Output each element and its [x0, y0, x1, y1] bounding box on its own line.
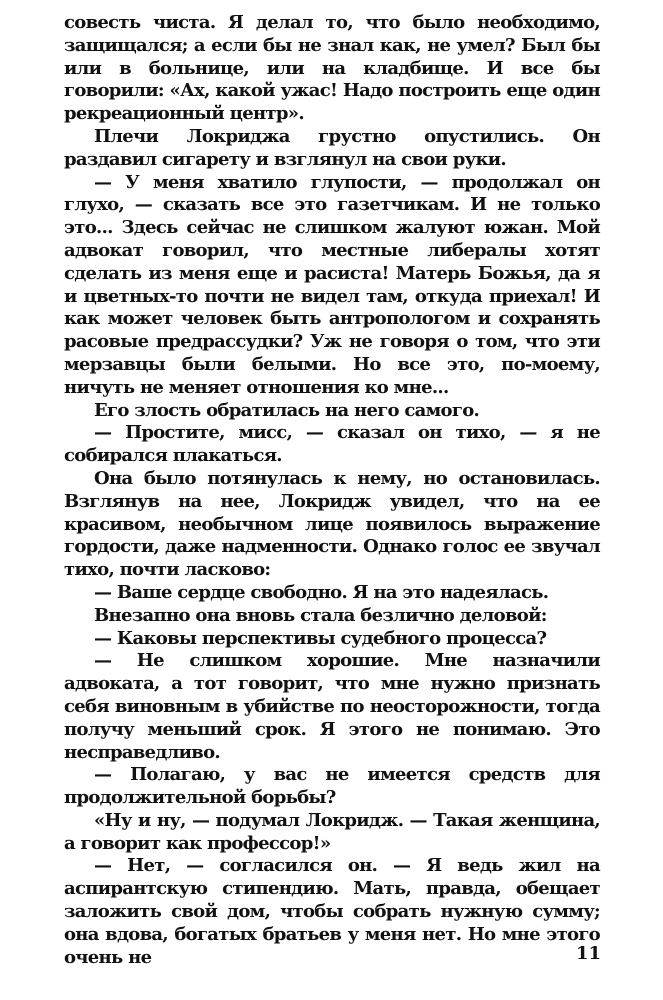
paragraph: — Не слишком хорошие. Мне назначили адвоката, а тот говорит, что мне нужно признать себя виновным в убийстве по неосторожности, тогда получу меньший срок. Я этого не понимаю. Это несправедливо. [64, 650, 600, 763]
paragraph: — Ваше сердце свободно. Я на это надеялась. [94, 581, 549, 603]
paragraph: Внезапно она вновь стала безлично деловой: [94, 604, 547, 626]
paragraph: — Простите, мисс, — сказал он тихо, — я не собирался плакаться. [64, 422, 600, 467]
paragraph: — Нет, — согласился он. — Я ведь жил на аспирантскую стипендию. Мать, правда, обещает заложить свой дом, чтобы собрать нужную сумму; она вдова, богатых братьев у меня нет. Но мне этого очень не [64, 855, 600, 968]
paragraph: — Полагаю, у вас не имеется средств для продолжительной борьбы? [64, 764, 600, 809]
body-text [64, 12, 600, 969]
paragraph: Она было потянулась к нему, но остановилась. Взглянув на нее, Локридж увидел, что на ее красивом, необычном лице появилось выражение гордости, даже надменности. Однако голос ее звучал тихо, почти ласково: [64, 467, 600, 581]
paragraph: — Каковы перспективы судебного процесса? [94, 627, 547, 649]
paragraph: — У меня хватило глупости, — продолжал он глухо, — сказать все это газетчикам. И не только это... Здесь сейчас не слишком жалуют южан. Мой адвокат говорил, что местные либералы хотят сделать из меня еще и расиста! Матерь Божья, да я и цветных-то почти не видел там, откуда приехал! И как может человек быть антропологом и сохранять расовые предрассудки? Уж не говоря о том, что эти мерзавцы были белыми. Но все это, по-моему, ничуть не меняет отношения ко мне... [64, 171, 600, 398]
paragraph: Его злость обратилась на него самого. [94, 399, 480, 421]
paragraph: «Ну и ну, — подумал Локридж. — Такая женщина, а говорит как профессор!» [64, 809, 600, 854]
paragraph: Плечи Локриджа грустно опустились. Он раздавил сигарету и взглянул на свои руки. [64, 125, 600, 170]
paragraph: совесть чиста. Я делал то, что было необходимо, защищался; а если бы не знал как, не умел? Был бы или в больнице, или на кладбище. И все бы говорили: «Ах, какой ужас! Надо построить еще один рекреационный центр». [64, 12, 600, 125]
page-number: 11 [576, 943, 602, 964]
